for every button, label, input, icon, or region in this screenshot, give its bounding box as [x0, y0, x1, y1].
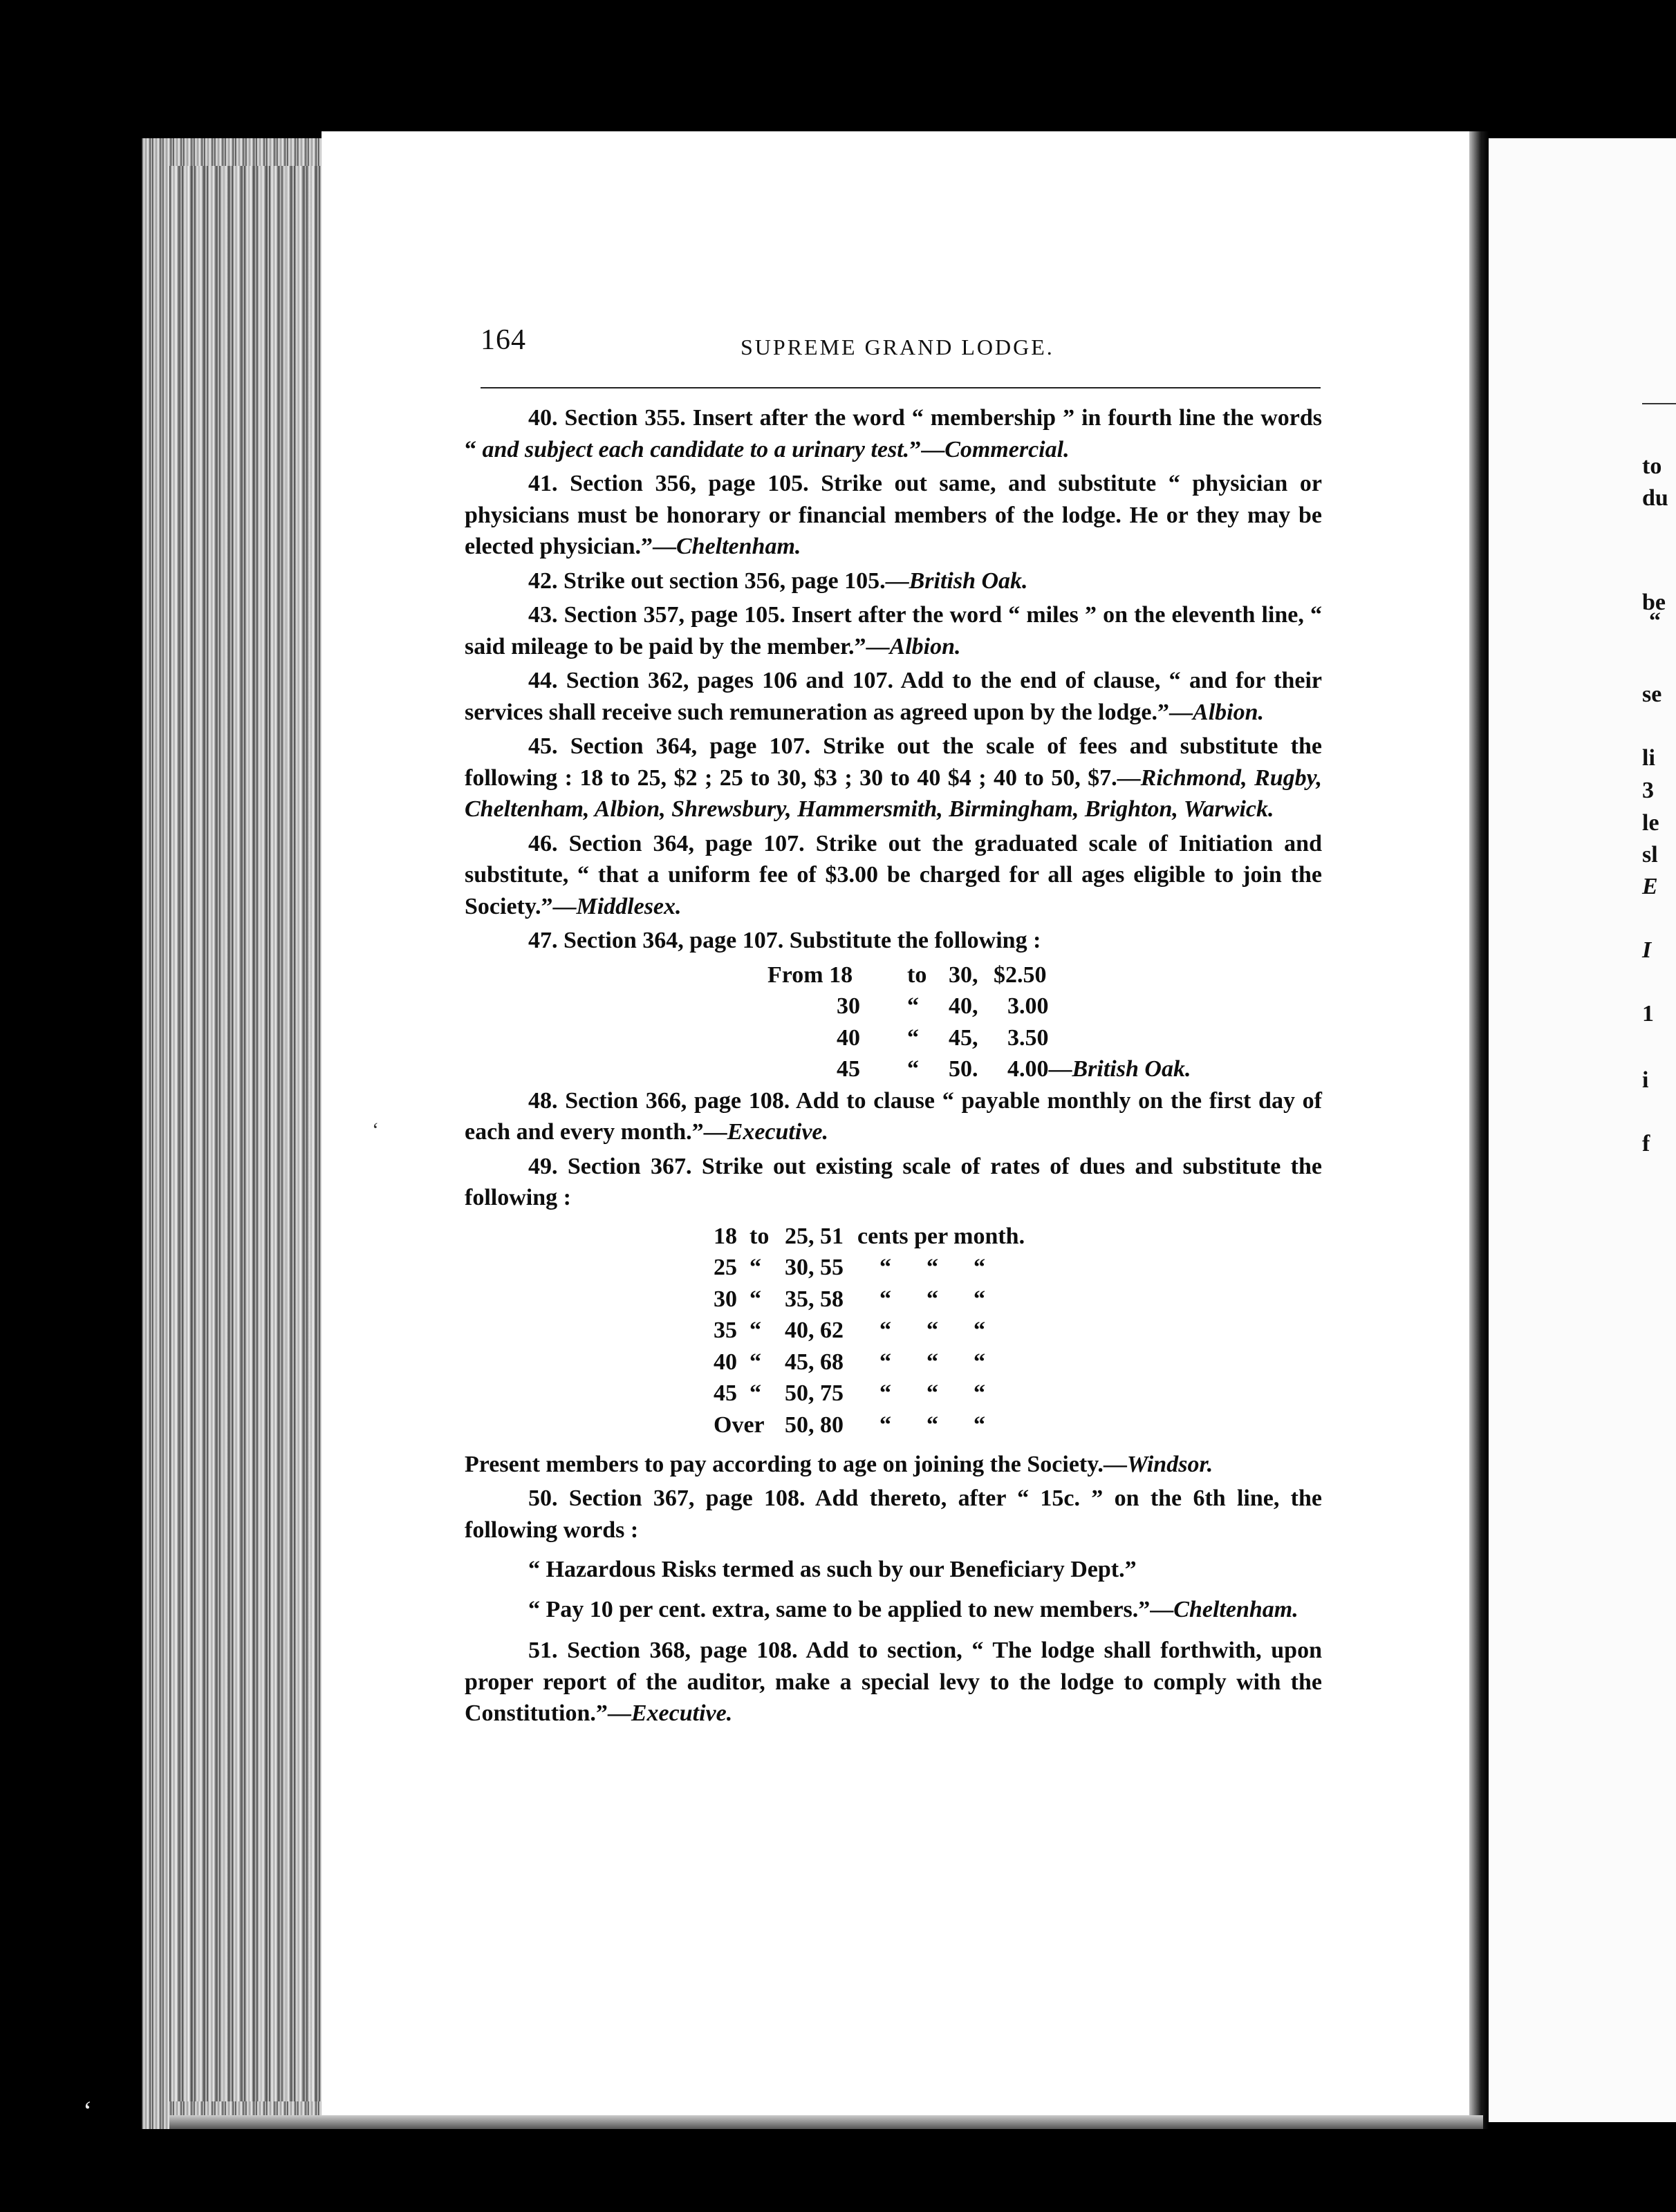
header-rule	[481, 387, 1321, 388]
facing-page-fragment: i	[1642, 1067, 1649, 1093]
table-cell: 40,	[949, 993, 978, 1019]
table-row	[714, 1378, 737, 1409]
amendment-quote-italic: and subject each candidate to a urinary test.	[482, 436, 910, 462]
amendment-45	[465, 731, 1322, 825]
table-cell: “	[749, 1380, 761, 1406]
amendment-text: 44. Section 362, pages 106 and 107. Add to the end of clause, “ and for their services shall receive such remuneration as agreed upon by the lodge.”—	[465, 668, 1322, 725]
stray-mark: ‘	[83, 2095, 93, 2126]
facing-page-fragment: be	[1642, 590, 1666, 615]
table-row	[837, 991, 860, 1022]
table-row	[785, 1347, 844, 1378]
running-head: SUPREME GRAND LODGE.	[741, 335, 1054, 359]
table-row	[879, 1284, 985, 1315]
page-body	[465, 402, 1322, 1732]
amendment-proposer: Richmond, Rugby, Cheltenham, Albion, Shrewsbury, Hammersmith, Birmingham, Brighton, Warwick.	[465, 765, 1322, 822]
amendment-50-quote-1	[465, 1554, 1322, 1586]
facing-page-fragment: se	[1642, 682, 1662, 707]
table-cell: From 18	[767, 962, 853, 988]
amendment-proposer: Commercial.	[944, 436, 1070, 462]
amendment-proposer: Executive.	[727, 1119, 828, 1145]
table-row	[749, 1315, 761, 1347]
table-row	[714, 1221, 737, 1253]
table-cell: 40	[837, 1024, 860, 1051]
book-bottom-edge	[169, 2115, 1483, 2129]
table-row	[949, 1022, 978, 1054]
table-row	[879, 1347, 985, 1378]
table-row	[879, 1315, 985, 1347]
amendment-proposer: Cheltenham.	[676, 534, 801, 559]
table-cell: 40	[714, 1349, 737, 1375]
amendment-47	[465, 925, 1322, 957]
table-cell: 25	[714, 1254, 737, 1280]
amendment-42	[465, 565, 1322, 597]
facing-page-fragment: E	[1642, 874, 1658, 899]
amendment-text: 48. Section 366, page 108. Add to clause “ payable monthly on the first day of each and every month.”—	[465, 1087, 1322, 1145]
table-row	[1007, 1053, 1191, 1085]
amendment-text: Present members to pay according to age on joining the Society.—	[465, 1451, 1127, 1477]
table-cell: 45	[714, 1380, 737, 1406]
amendment-text: 42. Strike out section 356, page 105.—	[528, 568, 909, 594]
table-cell: 30	[714, 1286, 737, 1312]
table-row	[1007, 1022, 1049, 1054]
table-row	[767, 959, 853, 991]
amendment-text-tail: ”—	[909, 436, 945, 462]
facing-page-fragment: li	[1642, 745, 1655, 771]
facing-page-fragment: I	[1642, 937, 1652, 963]
table-cell: 18	[714, 1223, 737, 1249]
facing-page-fragment: “	[1649, 608, 1661, 634]
table-row	[785, 1378, 844, 1409]
facing-page-fragment: 3	[1642, 778, 1654, 803]
facing-page-fragment: le	[1642, 810, 1659, 836]
amendment-proposer: Middlesex.	[576, 893, 682, 919]
table-cell: “ “ “	[879, 1254, 985, 1280]
table-row	[785, 1284, 844, 1315]
table-cell: 25, 51	[785, 1223, 844, 1249]
amendment-proposer: British Oak.	[1072, 1056, 1191, 1082]
amendment-text: 40. Section 355. Insert after the word “ membership ” in fourth line the words “	[465, 405, 1322, 462]
amendment-quote: “ Pay 10 per cent. extra, same to be applied to new members.”—	[528, 1596, 1174, 1622]
table-row	[714, 1409, 765, 1441]
book-page-edges-inner	[169, 166, 322, 2101]
facing-page-rule	[1642, 403, 1676, 404]
table-cell: “	[749, 1317, 761, 1343]
table-row	[994, 959, 1047, 991]
facing-page-fragment: 1	[1642, 1001, 1654, 1027]
table-row	[785, 1252, 844, 1284]
table-row	[749, 1284, 761, 1315]
table-row	[879, 1378, 985, 1409]
page-header	[481, 324, 1321, 365]
book-gutter	[1469, 131, 1489, 2129]
table-row	[749, 1221, 769, 1253]
table-cell: 50.	[949, 1056, 978, 1082]
table-cell: “ “ “	[879, 1286, 985, 1312]
amendment-50-quote-2	[465, 1594, 1322, 1626]
amendment-text: 49. Section 367. Strike out existing scale of rates of dues and substitute the following :	[465, 1153, 1322, 1210]
table-cell: 50, 80	[785, 1412, 844, 1438]
table-cell: 40, 62	[785, 1317, 844, 1343]
dues-scale-table	[465, 1221, 1322, 1483]
table-cell: “ “ “	[879, 1317, 985, 1343]
facing-page-fragment: sl	[1642, 842, 1658, 868]
amendment-40	[465, 402, 1322, 465]
table-row	[837, 1022, 860, 1054]
table-cell: $2.50	[994, 962, 1047, 988]
table-cell: 45, 68	[785, 1349, 844, 1375]
amendment-51	[465, 1635, 1322, 1730]
table-row	[785, 1315, 844, 1347]
table-cell: “ “ “	[879, 1380, 985, 1406]
amendment-proposer: Executive.	[631, 1700, 733, 1726]
table-cell: to	[907, 962, 927, 988]
table-cell: 45,	[949, 1024, 978, 1051]
amendment-41	[465, 468, 1322, 563]
table-cell: 3.50	[1007, 1024, 1049, 1051]
table-row	[749, 1378, 761, 1409]
table-row	[714, 1315, 737, 1347]
table-cell: to	[749, 1223, 770, 1249]
table-row	[714, 1347, 737, 1378]
table-cell: 45	[837, 1056, 860, 1082]
table-cell: “	[907, 1024, 919, 1051]
table-cell: cents per month.	[857, 1223, 1025, 1249]
amendment-text: 47. Section 364, page 107. Substitute the following :	[528, 928, 1041, 953]
table-row	[785, 1221, 844, 1253]
table-cell: 30,	[949, 962, 978, 988]
amendment-quote: “ Hazardous Risks termed as such by our Beneficiary Dept.”	[528, 1557, 1137, 1582]
table-cell: 4.00—	[1007, 1056, 1072, 1082]
amendment-46	[465, 828, 1322, 923]
table-cell: Over	[714, 1412, 765, 1438]
amendment-text: 51. Section 368, page 108. Add to section, “ The lodge shall forthwith, upon proper report of the auditor, make a special levy to the lodge to comply with the Constitution.”—	[465, 1638, 1322, 1726]
table-row	[949, 991, 978, 1022]
table-cell: “	[749, 1254, 761, 1280]
table-cell: 50, 75	[785, 1380, 844, 1406]
table-row	[907, 1053, 919, 1085]
table-cell: 30	[837, 993, 860, 1019]
table-row	[749, 1252, 761, 1284]
table-cell: “	[749, 1349, 761, 1375]
table-cell: “	[907, 993, 919, 1019]
stray-mark: ‘	[372, 1118, 379, 1141]
table-cell: 30, 55	[785, 1254, 844, 1280]
amendment-50	[465, 1483, 1322, 1546]
page-number: 164	[481, 324, 526, 356]
table-row	[1007, 991, 1049, 1022]
table-row	[907, 959, 927, 991]
table-row	[785, 1409, 844, 1441]
amendment-proposer: Albion.	[889, 633, 961, 659]
fee-scale-table	[465, 959, 1322, 1085]
amendment-proposer: Albion.	[1193, 699, 1264, 725]
table-row	[949, 959, 978, 991]
table-row	[907, 991, 919, 1022]
table-cell: 35, 58	[785, 1286, 844, 1312]
table-cell: 35	[714, 1317, 737, 1343]
facing-page	[1489, 138, 1676, 2122]
amendment-proposer: Cheltenham.	[1173, 1596, 1298, 1622]
table-cell: “ “ “	[879, 1412, 985, 1438]
amendment-proposer: British Oak.	[909, 568, 1028, 594]
table-row	[857, 1221, 1025, 1253]
table-cell: 3.00	[1007, 993, 1049, 1019]
table-cell: “	[749, 1286, 761, 1312]
amendment-text: 50. Section 367, page 108. Add thereto, after “ 15c. ” on the 6th line, the following words :	[465, 1485, 1322, 1543]
table-row	[714, 1284, 737, 1315]
table-cell: “	[907, 1056, 919, 1082]
amendment-49	[465, 1151, 1322, 1214]
table-row	[879, 1409, 985, 1441]
facing-page-fragment: f	[1642, 1131, 1650, 1156]
amendment-text: 43. Section 357, page 105. Insert after the word “ miles ” on the eleventh line, “ said mileage to be paid by the member.”—	[465, 602, 1322, 659]
amendment-proposer: Windsor.	[1126, 1451, 1213, 1477]
amendment-text: 45. Section 364, page 107. Strike out the scale of fees and substitute the following : 18 to 25, $2 ; 25 to 30, $3 ; 30 to 40 $4 ; 40 to 50, $7.—	[465, 733, 1322, 791]
table-row	[949, 1053, 978, 1085]
table-cell: “ “ “	[879, 1349, 985, 1375]
table-row	[879, 1252, 985, 1284]
table-row	[837, 1053, 860, 1085]
amendment-48	[465, 1085, 1322, 1148]
table-row	[714, 1252, 737, 1284]
table-row	[749, 1347, 761, 1378]
facing-page-fragment: to	[1642, 453, 1662, 479]
facing-page-fragment: du	[1642, 485, 1668, 511]
table-row	[907, 1022, 919, 1054]
amendment-text: 41. Section 356, page 105. Strike out same, and substitute “ physician or physicians must be honorary or financial members of the lodge. He or they may be elected physician.”—	[465, 471, 1322, 559]
amendment-text: 46. Section 364, page 107. Strike out the graduated scale of Initiation and substitute, “ that a uniform fee of $3.00 be charged for all ages eligible to join the Society.”—	[465, 830, 1322, 919]
amendment-43	[465, 599, 1322, 662]
amendment-44	[465, 665, 1322, 728]
